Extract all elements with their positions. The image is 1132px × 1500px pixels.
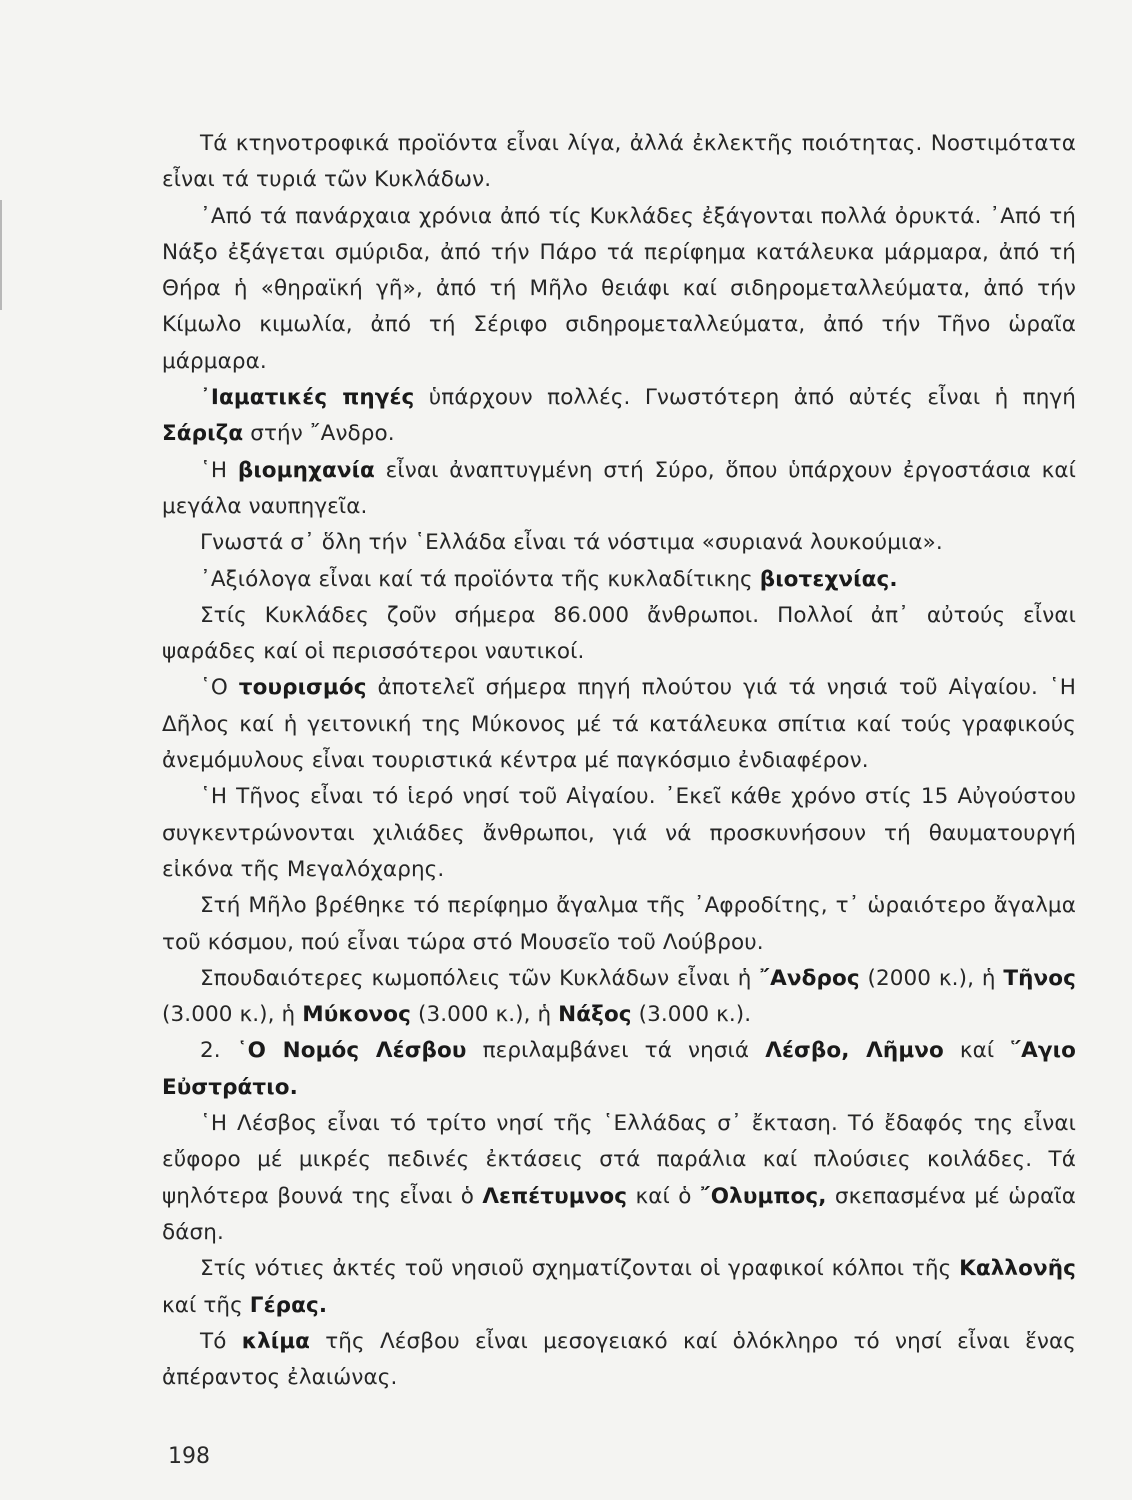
text-run: Γνωστά σ᾿ ὅλη τήν ῾Ελλάδα εἶναι τά νόστιμα «συριανά λουκούμια».: [200, 530, 943, 556]
paragraph: [162, 126, 1076, 199]
bold-term: κλίμα: [241, 1328, 311, 1354]
text-run: Τά κτηνοτροφικά προϊόντα εἶναι λίγα, ἀλλά ἐκλεκτῆς ποιότητας. Νοστιμότατα εἶναι τά τυριά τῶν Κυκλάδων.: [162, 131, 1076, 193]
text-run: καί ὁ: [627, 1183, 700, 1209]
text-run: στήν ῎Ανδρο.: [243, 421, 395, 447]
text-run: Στίς Κυκλάδες ζοῦν σήμερα 86.000 ἄνθρωποι. Πολλοί ἀπ᾿ αὐτούς εἶναι ψαράδες καί οἱ περισσότεροι ναυτικοί.: [162, 602, 1076, 665]
text-run: ῾Ο: [200, 675, 239, 701]
paragraph: [162, 1106, 1076, 1251]
paragraph: [162, 453, 1076, 526]
paragraph: [162, 779, 1076, 888]
text-run: Σπουδαιότερες κωμοπόλεις τῶν Κυκλάδων εἶναι ἡ: [200, 965, 760, 991]
bold-term: Λεπέτυμνος: [482, 1183, 628, 1209]
bold-term: ῞Αγιο Εὐστράτιο.: [162, 1038, 1077, 1100]
text-run: Στή Μῆλο βρέθηκε τό περίφημο ἄγαλμα τῆς ᾿Αφροδίτης, τ᾿ ὡραιότερο ἄγαλμα τοῦ κόσμου, πού εἶναι τώρα στό Μουσεῖο τοῦ Λούβρου.: [162, 893, 1076, 955]
bold-term: βιομηχανία: [237, 457, 375, 483]
bold-term: ᾿Ιαματικές πηγές: [200, 385, 415, 411]
paragraph: [162, 1033, 1076, 1106]
text-run: (3.000 κ.).: [631, 1002, 752, 1028]
text-run: Στίς νότιες ἀκτές τοῦ νησιοῦ σχηματίζονται οἱ γραφικοί κόλποι τῆς: [200, 1256, 960, 1282]
text-run: ᾿Αξιόλογα εἶναι καί τά προϊόντα τῆς κυκλαδίτικης: [200, 566, 760, 592]
body-text: [162, 126, 1076, 1396]
bold-term: Σάριζα: [162, 421, 244, 447]
text-run: 2.: [200, 1038, 237, 1064]
paragraph: [162, 1324, 1076, 1397]
paragraph: [162, 1251, 1076, 1324]
bold-term: Τῆνος: [1003, 965, 1077, 991]
bold-term: ῎Ανδρος: [759, 965, 860, 991]
paragraph: [162, 199, 1076, 380]
text-run: (3.000 κ.), ἡ: [411, 1002, 559, 1028]
page-number: 198: [168, 1444, 210, 1469]
text-run: ἀποτελεῖ σήμερα πηγή πλούτου γιά τά νησιά τοῦ Αἰγαίου. ῾Η Δῆλος καί ἡ γειτονική της Μύκονος μέ τά κατάλευκα σπίτια καί τούς γραφικούς ἀνεμόμυλους εἶναι τουριστικά κέντρα μέ παγκόσμιο ἐνδιαφέρον.: [162, 675, 1076, 774]
text-run: καί τῆς: [162, 1292, 250, 1318]
bold-term: Νάξος: [558, 1002, 632, 1028]
text-run: ῾Η Λέσβος εἶναι τό τρίτο νησί τῆς ῾Ελλάδας σ᾿ ἔκταση. Τό ἔδαφός της εἶναι εὔφορο μέ μικρές πεδινές ἐκτάσεις στά παράλια καί πλούσιες κοιλάδες. Τά ψηλότερα βουνά της εἶναι ὁ: [162, 1111, 1076, 1209]
text-run: ᾿Από τά πανάρχαια χρόνια ἀπό τίς Κυκλάδες ἐξάγονται πολλά ὀρυκτά. ᾿Από τή Νάξο ἐξάγεται σμύριδα, ἀπό τήν Πάρο τά περίφημα κατάλευκα μάρμαρα, ἀπό τή Θήρα ἡ «θηραϊκή γῆ», ἀπό τή Μῆλο θειάφι καί σιδηρομεταλλεύματα, ἀπό τήν Κίμωλο κιμωλία, ἀπό τή Σέριφο σιδηρομεταλλεύματα, ἀπό τήν Τῆνο ὡραῖα μάρμαρα.: [162, 203, 1076, 374]
paragraph: [162, 961, 1076, 1034]
paragraph: [162, 380, 1076, 453]
text-run: ὑπάρχουν πολλές. Γνωστότερη ἀπό αὐτές εἶναι ἡ πηγή: [414, 385, 1076, 411]
bold-term: βιοτεχνίας.: [759, 566, 898, 592]
paragraph: [162, 598, 1076, 671]
bold-term: Λέσβο, Λῆμνο: [765, 1038, 944, 1064]
paragraph: [162, 562, 1076, 598]
text-run: τῆς Λέσβου εἶναι μεσογειακό καί ὁλόκληρο τό νησί εἶναι ἕνας ἀπέραντος ἐλαιώνας.: [162, 1328, 1077, 1391]
paragraph: [162, 525, 1076, 561]
paragraph: [162, 670, 1076, 779]
bold-term: Γέρας.: [249, 1292, 328, 1318]
bold-term: ῾Ο Νομός Λέσβου: [236, 1038, 467, 1064]
bold-term: τουρισμός: [238, 675, 367, 701]
bold-term: ῎Ολυμπος,: [699, 1183, 827, 1209]
text-run: καί: [943, 1038, 1011, 1064]
text-run: Τό: [200, 1328, 242, 1354]
text-run: σκεπασμένα μέ ὡραῖα δάση.: [162, 1183, 1076, 1245]
text-run: εἶναι ἀναπτυγμένη στή Σύρο, ὅπου ὑπάρχουν ἐργοστάσια καί μεγάλα ναυπηγεῖα.: [162, 457, 1076, 519]
bold-term: Μύκονος: [302, 1002, 412, 1028]
text-run: (3.000 κ.), ἡ: [162, 1002, 303, 1028]
paragraph: [162, 888, 1076, 961]
text-run: περιλαμβάνει τά νησιά: [466, 1038, 766, 1064]
bold-term: Καλλονῆς: [959, 1256, 1076, 1282]
text-run: ῾Η: [200, 457, 238, 483]
text-run: ῾Η Τῆνος εἶναι τό ἱερό νησί τοῦ Αἰγαίου. ᾿Εκεῖ κάθε χρόνο στίς 15 Αὐγούστου συγκεντρώνονται χιλιάδες ἄνθρωποι, γιά νά προσκυνήσουν τή θαυματουργή εἰκόνα τῆς Μεγαλόχαρης.: [162, 784, 1076, 882]
text-run: (2000 κ.), ἡ: [859, 965, 1004, 991]
scan-edge-mark: [0, 200, 6, 310]
